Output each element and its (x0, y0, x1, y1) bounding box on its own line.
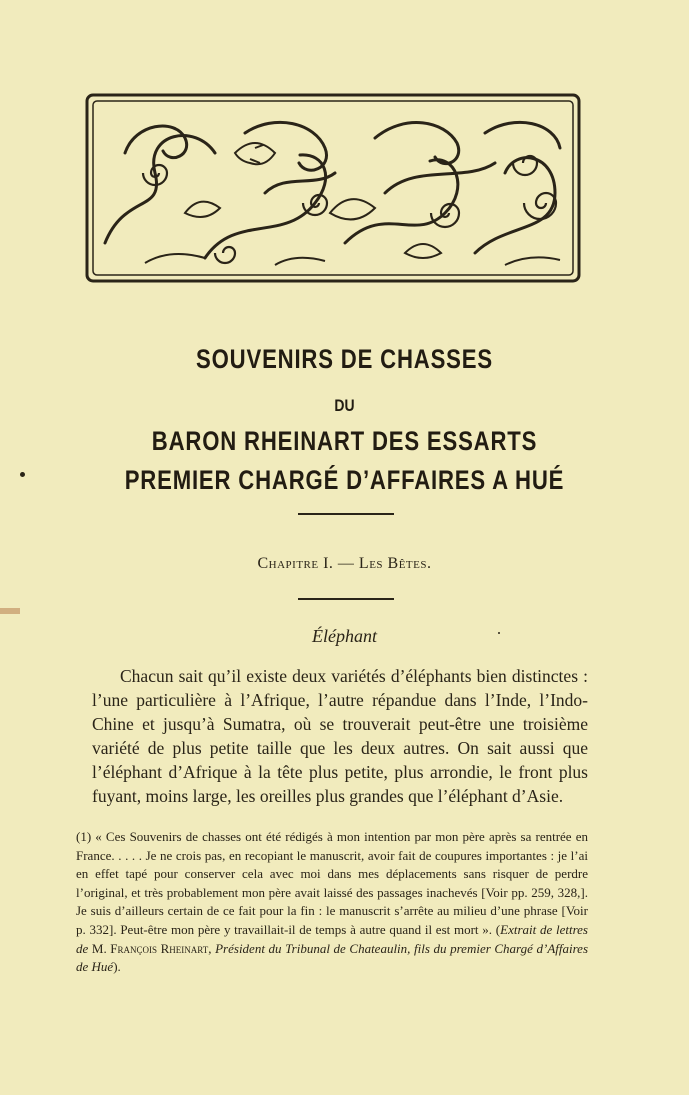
footnote-main: (1) « Ces Souvenirs de chasses ont été rédigés à mon intention par mon père après sa rentrée en France. . . . . Je ne crois pas, en recopiant le manuscrit, avoir fait de coupures importantes : je l’ai en effet tapé pour conserver cela avec moi dans mes déplacements sans risquer de perdre l’original, et très probablement mon père avait laissé des passages inachevés [Voir pp. 259, 328,]. Je suis d’ailleurs certain de ce fait pour la fin : le manuscrit s’arrête au milieu d’une phrase [Voir p. 332]. Peut-être mon père y travaillait-il de temps à autre quand il est mort ». ( (76, 829, 588, 937)
footnote-source-tail: Président du Tribunal de Chateaulin, fils du premier Chargé d’Affaires de Hué (76, 940, 589, 975)
section-title: Éléphant (312, 626, 377, 646)
footnote-source-author: M. François Rheinart, (88, 940, 216, 956)
chapter-divider (298, 598, 394, 600)
ink-speck (498, 632, 500, 634)
title-line-1: SOUVENIRS DE CHASSES (196, 344, 493, 374)
title-line-4: PREMIER CHARGÉ D’AFFAIRES A HUÉ (124, 465, 565, 495)
ink-spot (20, 472, 25, 477)
title-line-2: DU (334, 396, 355, 415)
footnote-source-lead: Extrait de lettres de (76, 921, 588, 956)
dragon-scroll-ornament-icon (85, 93, 581, 285)
footnote-close: ). (113, 959, 121, 975)
edge-stain (0, 608, 20, 614)
footnote (76, 828, 588, 977)
title-line-3: BARON RHEINART DES ESSARTS (151, 426, 538, 456)
title-divider (298, 513, 394, 515)
body-paragraph: Chacun sait qu’il existe deux variétés d’éléphants bien distinctes : l’une particulière à l’Afrique, l’autre répandue dans l’Inde, l’Indo-Chine et jusqu’à Sumatra, où se trouverait peut-être une troisième variété de plus petite taille que les deux autres. On sait aussi que l’éléphant d’Afrique à la tête plus petite, plus arrondie, le front plus fuyant, moins large, les oreilles plus grandes que l’éléphant d’Asie. (92, 666, 588, 806)
chapter-heading: Chapitre I. — Les Bêtes. (257, 555, 432, 572)
